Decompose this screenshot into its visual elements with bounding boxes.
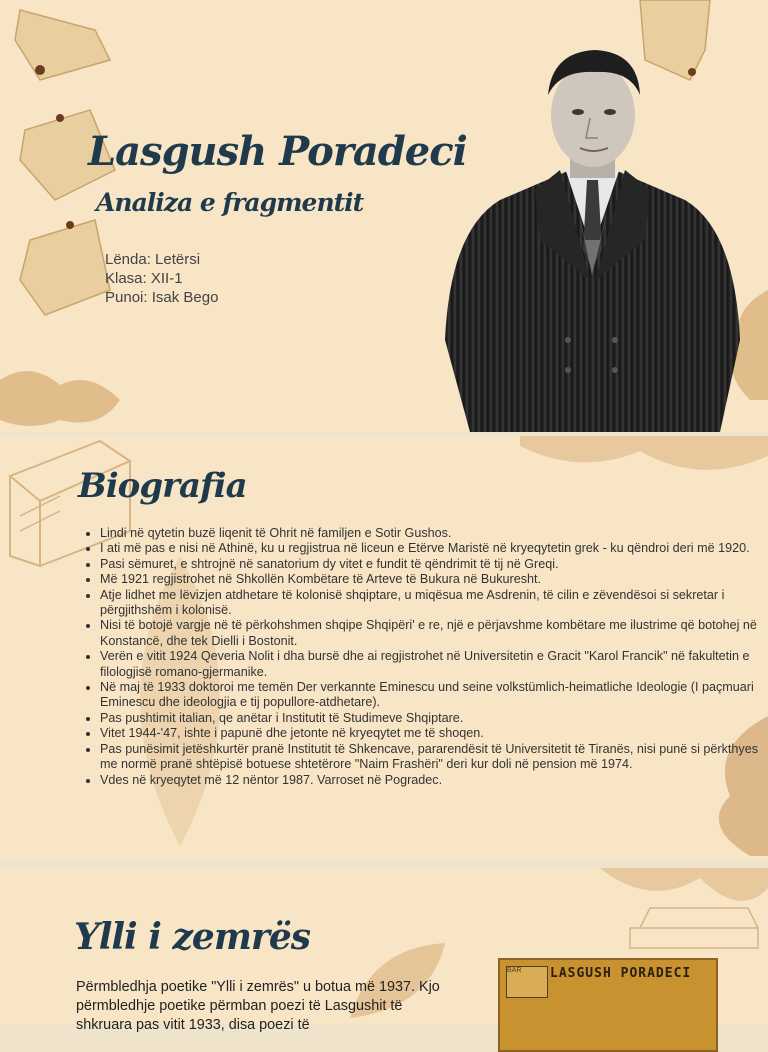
- biography-heading: Biografia: [78, 466, 247, 506]
- list-item: • Më 1921 regjistrohet në Shkollën Kombëtare të Arteve të Bukura në Bukuresht.: [100, 572, 760, 587]
- list-item: • Verën e vitit 1924 Qeveria Nolit i dha bursë dhe ai regjistrohet në Universitetin e Gracit "Karol Francik" në fakultetin e filologjisë romano-gjermanike.: [100, 649, 760, 680]
- book-tag: BAR: [506, 966, 548, 998]
- list-item: • Nisi të botojë vargje në të përkohshmen shqipe Shqipëri' e re, një e përjavshme kombëtare me ilustrime që botohej në Konstancë, dhe tek Dielli i Bostonit.: [100, 618, 760, 649]
- section-heading: Ylli i zemrës: [74, 916, 311, 958]
- book-cover-image: [498, 958, 718, 1052]
- list-item: • Pas pushtimit italian, qe anëtar i Institutit të Studimeve Shqiptare.: [100, 711, 760, 726]
- meta-info: [105, 250, 218, 307]
- class-label: Klasa: XII-1: [105, 270, 183, 287]
- list-item: • Lindi në qytetin buzë liqenit të Ohrit në familjen e Sotir Gushos.: [100, 526, 760, 541]
- list-item: • Vdes në kryeqytet më 12 nëntor 1987. Varroset në Pogradec.: [100, 773, 760, 788]
- subject-label: Lënda: Letërsi: [105, 251, 201, 268]
- author-label: Punoi: Isak Bego: [105, 289, 219, 306]
- list-item: • Atje lidhet me lëvizjen atdhetare të kolonisë shqiptare, u miqësua me Asdrenin, të cilin e zëvendësoi si sekretar i përgjithshëm i kolonisë.: [100, 588, 760, 619]
- title-slide: [0, 0, 768, 432]
- page-title: Lasgush Poradeci: [88, 128, 467, 175]
- ink-splatter-icon: [0, 360, 140, 432]
- biography-slide: [0, 436, 768, 860]
- ylli-slide: [0, 868, 768, 1033]
- list-item: • Vitet 1944-'47, ishte i papunë dhe jetonte në kryeqytet me të shoqen.: [100, 726, 760, 741]
- section-paragraph: Përmbledhja poetike "Ylli i zemrës" u botua më 1937. Kjo përmbledhje poetike përmban poezi të Lasgushit të shkruara pas vitit 1933, disa poezi të: [76, 979, 440, 1033]
- list-item: • I ati më pas e nisi në Athinë, ku u regjistrua në liceun e Etërve Maristë në kryeqytetin grek - ku qëndroi deri më 1920.: [100, 541, 760, 556]
- biography-list: [78, 526, 760, 788]
- list-item: • Pasi sëmuret, e shtrojnë në sanatorium dy vitet e fundit të qëndrimit të tij në Greqi.: [100, 557, 760, 572]
- ink-splatter-icon: [520, 436, 768, 496]
- book-sketch-icon: [620, 898, 768, 958]
- page-subtitle: Analiza e fragmentit: [96, 188, 364, 217]
- list-item: • Në maj të 1933 doktoroi me temën Der verkannte Eminescu und seine volkstümlich-heimatliche Ideologie (I paçmuari Eminescu dhe ideologjia e tij popullore-atdhetare).: [100, 680, 760, 711]
- list-item: • Pas punësimit jetëshkurtër pranë Institutit të Shkencave, pararendësit të Universitetit të Tiranës, nisi punë si përkthyes me normë pranë shtëpisë botuese shtetërore "Naim Frashëri" deri kur doli në pension më 1974.: [100, 742, 760, 773]
- book-title: LASGUSH PORADECI: [550, 966, 692, 981]
- portrait-photo: [440, 40, 745, 432]
